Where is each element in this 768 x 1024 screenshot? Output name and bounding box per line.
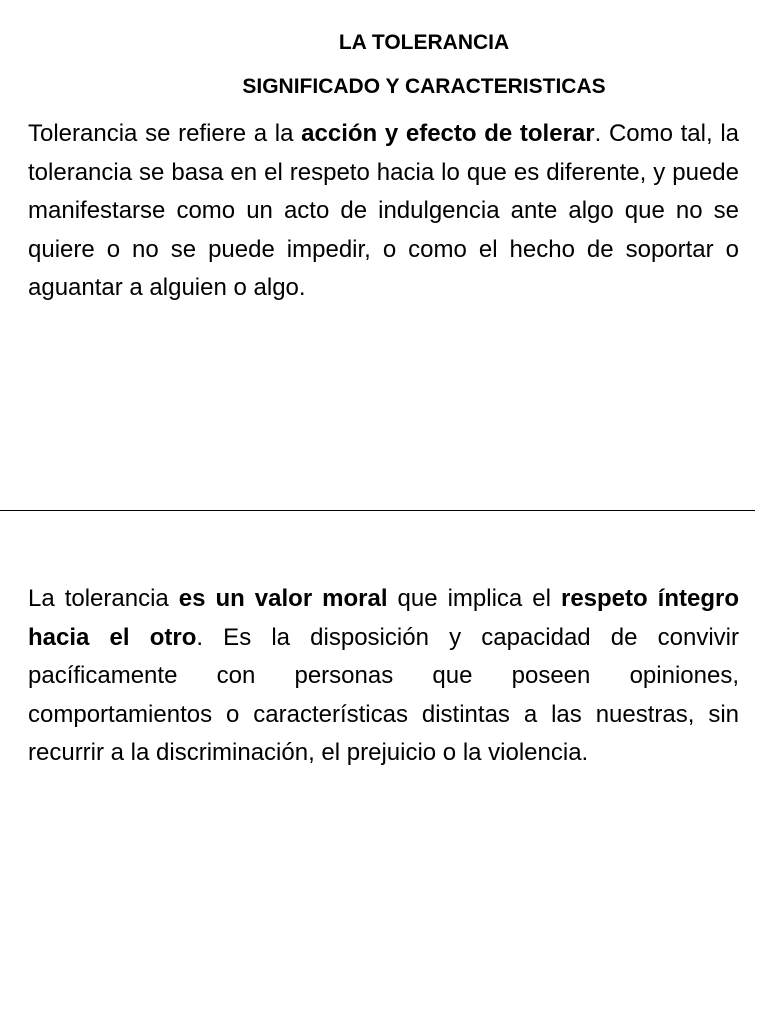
paragraph-text: que implica el — [387, 585, 561, 612]
section-divider — [0, 510, 755, 511]
paragraph-definition — [28, 115, 739, 308]
paragraph-text: Tolerancia se refiere a la — [28, 120, 302, 147]
page-title: LA TOLERANCIA — [338, 31, 510, 54]
paragraph-text: La tolerancia — [28, 585, 179, 612]
bold-phrase: es un valor moral — [178, 585, 388, 612]
paragraph-text: . Como tal, la tolerancia se basa en el respeto hacia lo que es diferente, y puede manifestarse como un acto de indulgencia ante algo que no se quiere o no se puede impedir, o como el hecho de soportar o aguantar a alguien o algo. — [28, 120, 740, 302]
bold-phrase: respeto íntegro hacia el otro — [28, 585, 740, 651]
page-subtitle: SIGNIFICADO Y CARACTERISTICAS — [242, 75, 606, 98]
paragraph-moral-value — [28, 580, 739, 773]
paragraph-text: . Es la disposición y capacidad de convivir pacíficamente con personas que poseen opiniones, comportamientos o características distintas a las nuestras, sin recurrir a la discriminación, el prejuicio o la violencia. — [28, 623, 740, 767]
bold-phrase: acción y efecto de tolerar — [301, 120, 595, 147]
